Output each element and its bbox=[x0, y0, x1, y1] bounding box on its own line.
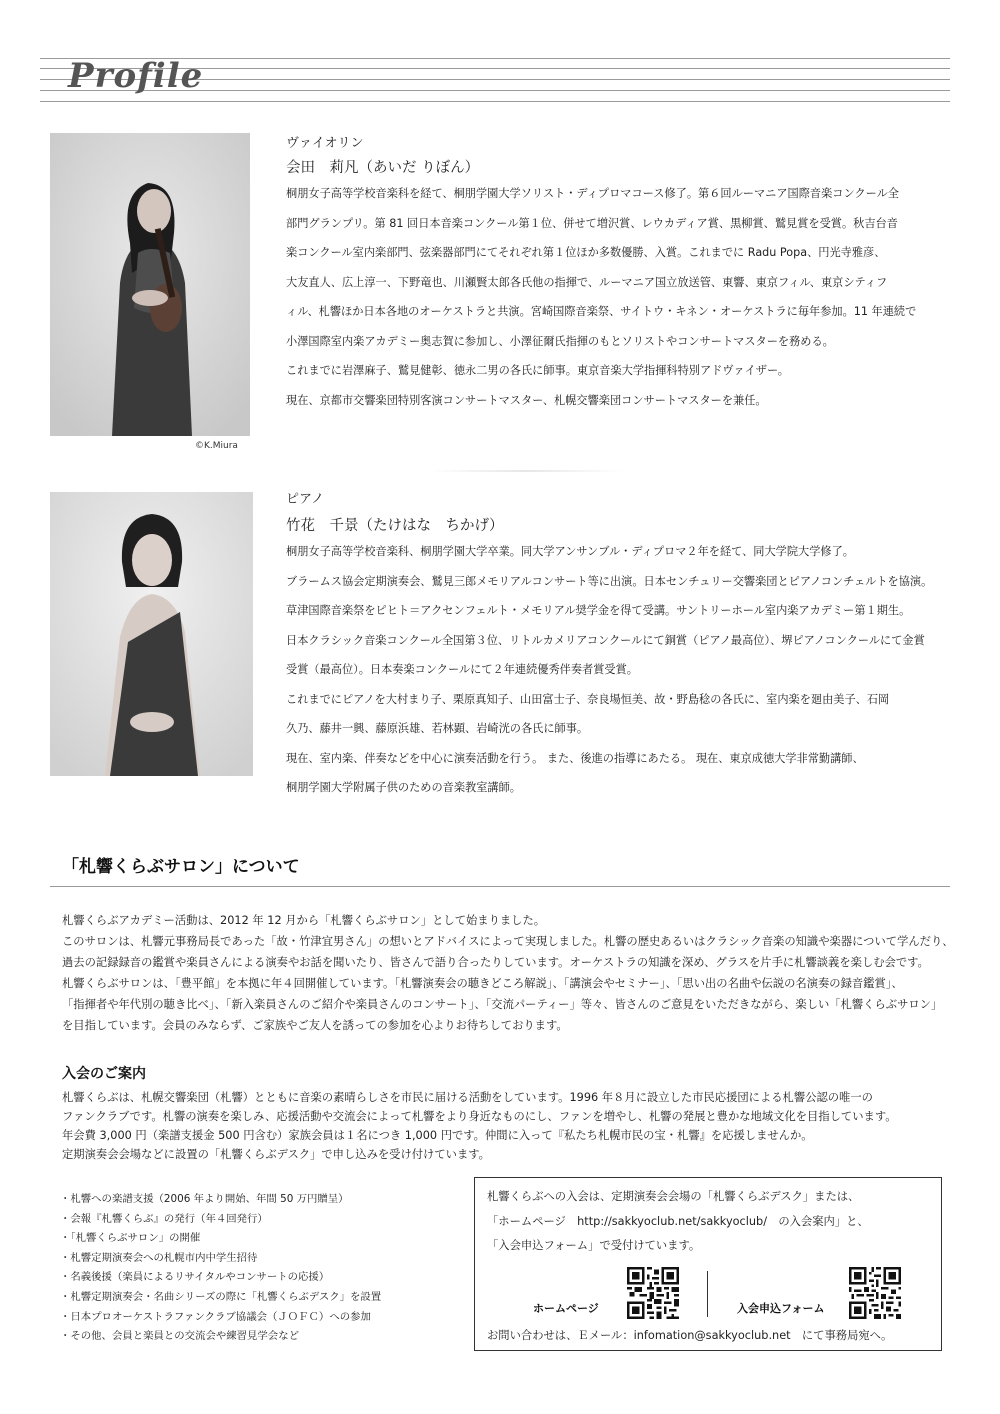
list-item: ・札響定期演奏会への札幌市内中学生招待 bbox=[60, 1251, 258, 1264]
profile-header-staff bbox=[40, 58, 950, 102]
info-line: 「ホームページ http://sakkyoclub.net/sakkyoclub/ の入会案内」と、 bbox=[487, 1215, 869, 1228]
homepage-label: ホームページ bbox=[533, 1302, 599, 1315]
form-label: 入会申込フォーム bbox=[737, 1302, 825, 1315]
membership-info-box bbox=[474, 1177, 942, 1351]
violinist-bio bbox=[286, 186, 946, 422]
violinist-instrument: ヴァイオリン bbox=[286, 136, 364, 151]
list-item: ・名義後援（楽員によるリサイタルやコンサートの応援） bbox=[60, 1271, 330, 1284]
list-item: ・札響への楽譜支援（2006 年より開始、年間 50 万円贈呈） bbox=[60, 1193, 349, 1205]
join-paragraph bbox=[62, 1088, 952, 1164]
text-line: ファンクラブです。札響の演奏を楽しみ、応援活動や交流会によって札響をより身近なものにし、ファンを増やし、札響の発展と豊かな地域文化を目指しています。 bbox=[62, 1110, 897, 1123]
bio-line: 楽コンクール室内楽部門、弦楽器部門にてそれぞれ第１位ほか多数優勝、入賞。これまでに Radu Popa、円光寺雅彦、 bbox=[286, 246, 886, 259]
bio-line: 大友直人、広上淳一、下野竜也、川瀬賢太郎各氏他の指揮で、ルーマニア国立放送管、東響、東京フィル、東京シティフ bbox=[286, 275, 888, 289]
bio-line: 草津国際音楽祭をピヒト＝アクセンフェルト・メモリアル奨学金を得て受講。サントリーホール室内楽アカデミー第１期生。 bbox=[286, 604, 911, 617]
bio-line: 現在、室内楽、伴奏などを中心に演奏活動を行う。 また、後進の指導にあたる。 現在、東京成徳大学非常勤講師、 bbox=[286, 751, 864, 765]
bio-line: 部門グランプリ。第 81 回日本音楽コンクール第１位、併せて増沢賞、レウカディア賞、黒柳賞、鷲見賞を受賞。秋吉台音 bbox=[286, 216, 898, 230]
violinist-photo bbox=[50, 133, 250, 436]
bio-line: 受賞（最高位）。日本奏楽コンクールにて２年連続優秀伴奏者賞受賞。 bbox=[286, 663, 638, 676]
list-item: ・日本プロオーケストラファンクラブ協議会（ＪＯＦＣ）への参加 bbox=[60, 1310, 371, 1323]
about-heading: 「札響くらぶサロン」について bbox=[62, 857, 300, 877]
pianist-profile bbox=[286, 488, 946, 810]
list-item: ・札響定期演奏会・名曲シリーズの際に「札響くらぶデスク」を設置 bbox=[60, 1290, 382, 1303]
violinist-profile bbox=[286, 132, 946, 422]
about-rule bbox=[50, 886, 950, 887]
list-item: ・その他、会員と楽員との交流会や練習見学会など bbox=[60, 1330, 299, 1343]
form-qr-code[interactable] bbox=[849, 1267, 901, 1319]
text-line: 年会費 3,000 円（楽譜支援金 500 円含む）家族会員は１名につき 1,000 円です。仲間に入って『私たち札幌市民の宝・札響』を応援しませんか。 bbox=[62, 1129, 813, 1142]
text-line: 札響くらぶは、札幌交響楽団（札響）とともに音楽の素晴らしさを市民に届ける活動をしています。1996 年８月に設立した市民応援団による札響公認の唯一の bbox=[62, 1091, 873, 1104]
list-item: ・「札響くらぶサロン」の開催 bbox=[60, 1232, 201, 1245]
text-line: 過去の記録録音の鑑賞や楽員さんによる演奏やお話を聞いたり、皆さんで語り合ったりしています。オーケストラの知識を深め、グラスを片手に札響談義を楽しむ会です。 bbox=[62, 956, 929, 969]
bio-line: これまでに岩澤麻子、鷲見健彰、徳永二男の各氏に師事。東京音楽大学指揮科特別アドヴァイザー。 bbox=[286, 364, 789, 377]
info-line: 札響くらぶへの入会は、定期演奏会会場の「札響くらぶデスク」または、 bbox=[487, 1190, 860, 1203]
activities-list bbox=[60, 1190, 460, 1347]
bio-line: これまでにピアノを大村まり子、栗原真知子、山田富士子、奈良場恒美、故・野島稔の各氏に、室内楽を廻由美子、石岡 bbox=[286, 692, 890, 706]
pianist-name: 竹花 千景（たけはな ちかげ） bbox=[286, 518, 504, 534]
pianist-instrument: ピアノ bbox=[286, 492, 324, 507]
bio-line: 小澤国際室内楽アカデミー奥志賀に参加し、小澤征爾氏指揮のもとソリストやコンサートマスターを務める。 bbox=[286, 334, 834, 348]
pianist-photo bbox=[50, 492, 253, 776]
list-item: ・会報『札響くらぶ』の発行（年４回発行） bbox=[60, 1212, 268, 1225]
bio-line: 久乃、藤井一興、藤原浜雄、若林顕、岩崎洸の各氏に師事。 bbox=[286, 722, 589, 735]
pianist-bio bbox=[286, 544, 946, 810]
text-line: を目指しています。会員のみならず、ご家族やご友人を誘っての参加を心よりお待ちしております。 bbox=[62, 1019, 568, 1032]
about-paragraph bbox=[62, 910, 952, 1036]
section-divider bbox=[428, 470, 624, 472]
text-line: このサロンは、札響元事務局長であった「故・竹津宜男さん」の想いとアドバイスによって実現しました。札響の歴史あるいはクラシック音楽の知識や楽器について学んだり、 bbox=[62, 935, 954, 948]
bio-line: 現在、京都市交響楽団特別客演コンサートマスター、札幌交響楽団コンサートマスターを兼任。 bbox=[286, 393, 767, 407]
bio-line: 桐朋学園大学附属子供のための音楽教室講師。 bbox=[286, 781, 521, 794]
violinist-name: 会田 莉凡（あいだ りぼん） bbox=[286, 160, 480, 176]
qr-separator bbox=[707, 1271, 708, 1317]
info-line: 「入会申込フォーム」で受付けています。 bbox=[487, 1239, 701, 1252]
text-line: 「指揮者や年代別の聴き比べ」、「新入楽員さんのご紹介や楽員さんのコンサート」、「交流パーティー」等々、皆さんのご意見をいただきながら、楽しい「札響くらぶサロン」 bbox=[62, 998, 943, 1011]
page-title: Profile bbox=[68, 56, 204, 96]
bio-line: 日本クラシック音楽コンクール全国第３位、リトルカメリアコンクールにて銅賞（ピアノ最高位）、堺ピアノコンクールにて金賞 bbox=[286, 633, 925, 647]
text-line: 札響くらぶサロンは、「豊平館」を本拠に年４回開催しています。「札響演奏会の聴きどころ解説」、「講演会やセミナー」、「思い出の名曲や伝説の名演奏の録音鑑賞」、 bbox=[62, 977, 903, 990]
bio-line: 桐朋女子高等学校音楽科を経て、桐朋学園大学ソリスト・ディプロマコース修了。第６回ルーマニア国際音楽コンクール全 bbox=[286, 187, 899, 200]
bio-line: ィル、札響ほか日本各地のオーケストラと共演。宮崎国際音楽祭、サイトウ・キネン・オーケストラに毎年参加。11 年連続で bbox=[286, 305, 917, 318]
text-line: 札響くらぶアカデミー活動は、2012 年 12 月から「札響くらぶサロン」として始まりました。 bbox=[62, 914, 546, 927]
homepage-qr-code[interactable] bbox=[627, 1267, 679, 1319]
join-heading: 入会のご案内 bbox=[62, 1066, 146, 1082]
text-line: 定期演奏会会場などに設置の「札響くらぶデスク」で申し込みを受け付けています。 bbox=[62, 1148, 490, 1161]
photo-credit: ©K.Miura bbox=[195, 441, 238, 451]
bio-line: ブラームス協会定期演奏会、鷲見三郎メモリアルコンサート等に出演。日本センチュリー交響楽団とピアノコンチェルトを協演。 bbox=[286, 574, 933, 588]
bio-line: 桐朋女子高等学校音楽科、桐朋学園大学卒業。同大学アンサンブル・ディプロマ２年を経て、同大学院大学修了。 bbox=[286, 545, 854, 558]
contact-line: お問い合わせは、Ｅメール：infomation@sakkyoclub.net にて事務局宛へ。 bbox=[487, 1329, 893, 1342]
